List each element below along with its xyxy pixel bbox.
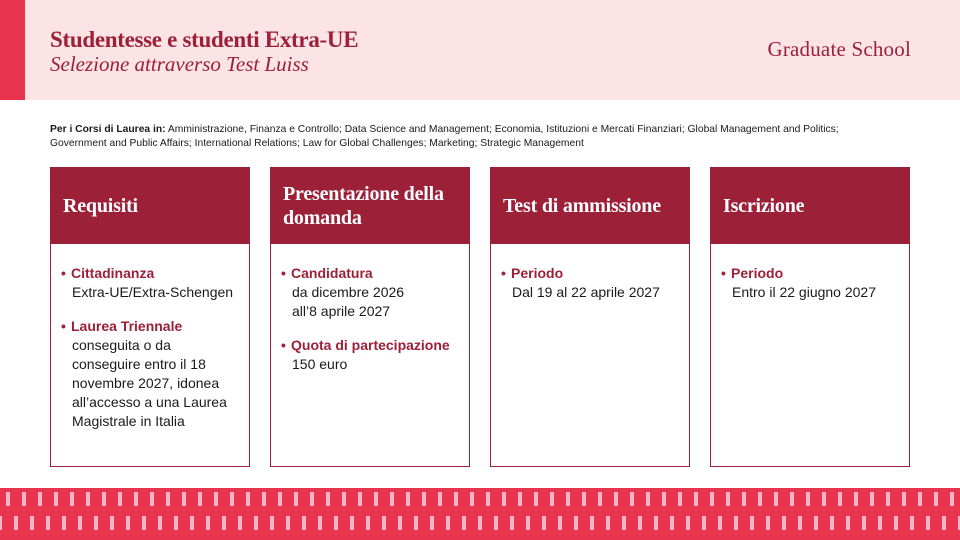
- footer-tick: [278, 492, 282, 506]
- footer-tick: [190, 516, 194, 530]
- page-subtitle: Selezione attraverso Test Luiss: [50, 52, 309, 76]
- footer-tick: [182, 492, 186, 506]
- item-title: Periodo: [511, 265, 564, 281]
- footer-tick: [358, 492, 362, 506]
- footer-tick: [174, 516, 178, 530]
- card-item: [281, 264, 461, 321]
- footer-tick: [150, 492, 154, 506]
- card-presentazione: [270, 167, 470, 467]
- footer-tick: [30, 516, 34, 530]
- footer-tick: [510, 516, 514, 530]
- footer-tick: [438, 492, 442, 506]
- card-heading: Requisiti: [51, 168, 249, 244]
- footer-tick: [366, 516, 370, 530]
- card-test: [490, 167, 690, 467]
- footer-tick: [222, 516, 226, 530]
- item-title: Periodo: [731, 265, 784, 281]
- footer-tick: [630, 492, 634, 506]
- footer-tick: [710, 492, 714, 506]
- item-title: Quota di partecipazione: [291, 337, 450, 353]
- footer-tick: [78, 516, 82, 530]
- bullet-icon: •: [61, 318, 66, 334]
- footer-tick: [310, 492, 314, 506]
- footer-tick: [734, 516, 738, 530]
- decorative-footer-pattern: [0, 488, 960, 540]
- footer-tick: [318, 516, 322, 530]
- card-body: [271, 244, 469, 374]
- footer-tick: [14, 516, 18, 530]
- footer-tick: [830, 516, 834, 530]
- card-heading: Test di ammissione: [491, 168, 689, 244]
- card-item: [61, 317, 241, 431]
- footer-tick: [0, 516, 2, 530]
- footer-tick: [454, 492, 458, 506]
- footer-tick: [854, 492, 858, 506]
- item-text: 150 euro: [292, 356, 348, 372]
- courses-list: [50, 123, 870, 151]
- card-item: [61, 264, 241, 302]
- footer-tick: [886, 492, 890, 506]
- footer-tick: [166, 492, 170, 506]
- card-body: [711, 244, 909, 302]
- footer-tick: [670, 516, 674, 530]
- footer-tick: [558, 516, 562, 530]
- footer-tick: [206, 516, 210, 530]
- footer-tick: [126, 516, 130, 530]
- footer-tick: [22, 492, 26, 506]
- footer-tick: [694, 492, 698, 506]
- footer-tick: [326, 492, 330, 506]
- footer-tick: [790, 492, 794, 506]
- footer-tick: [494, 516, 498, 530]
- footer-tick: [462, 516, 466, 530]
- footer-tick: [406, 492, 410, 506]
- footer-tick: [622, 516, 626, 530]
- footer-tick: [46, 516, 50, 530]
- footer-tick: [574, 516, 578, 530]
- footer-tick: [934, 492, 938, 506]
- courses-label: Per i Corsi di Laurea in:: [50, 124, 166, 135]
- item-title: Cittadinanza: [71, 265, 155, 281]
- footer-tick: [942, 516, 946, 530]
- header-band: [0, 0, 960, 100]
- courses-text: Amministrazione, Finanza e Controllo; Data Science and Management; Economia, Istituzioni e Mercati Finanziari; Global Management and Politics; Government and Public Affairs; International Relations; Law for Global Challenges; Marketing; Strategic Management: [50, 124, 839, 149]
- footer-tick: [766, 516, 770, 530]
- footer-tick: [862, 516, 866, 530]
- card-iscrizione: [710, 167, 910, 467]
- footer-tick: [118, 492, 122, 506]
- item-text: Entro il 22 giugno 2027: [732, 284, 876, 300]
- footer-tick: [662, 492, 666, 506]
- bullet-icon: •: [721, 265, 726, 281]
- item-text: conseguita o da conseguire entro il 18 novembre 2027, idonea all’accesso a una Laurea Magistrale in Italia: [72, 337, 227, 429]
- footer-tick: [894, 516, 898, 530]
- item-text: Extra-UE/Extra-Schengen: [72, 284, 234, 300]
- footer-tick: [334, 516, 338, 530]
- footer-tick: [678, 492, 682, 506]
- page-title: Studentesse e studenti Extra-UE: [50, 27, 359, 52]
- footer-tick: [814, 516, 818, 530]
- footer-tick: [614, 492, 618, 506]
- footer-tick: [110, 516, 114, 530]
- footer-tick: [70, 492, 74, 506]
- footer-tick: [350, 516, 354, 530]
- footer-tick: [910, 516, 914, 530]
- footer-tick: [422, 492, 426, 506]
- footer-tick: [846, 516, 850, 530]
- footer-tick: [758, 492, 762, 506]
- footer-tick: [638, 516, 642, 530]
- footer-tick: [94, 516, 98, 530]
- footer-tick: [390, 492, 394, 506]
- footer-tick: [646, 492, 650, 506]
- footer-tick: [926, 516, 930, 530]
- footer-tick: [918, 492, 922, 506]
- item-text: Dal 19 al 22 aprile 2027: [512, 284, 660, 300]
- footer-tick: [774, 492, 778, 506]
- footer-tick: [534, 492, 538, 506]
- footer-tick: [902, 492, 906, 506]
- footer-tick: [598, 492, 602, 506]
- bullet-icon: •: [281, 337, 286, 353]
- footer-tick: [718, 516, 722, 530]
- footer-tick: [806, 492, 810, 506]
- card-requisiti: [50, 167, 250, 467]
- card-item: [721, 264, 901, 302]
- bullet-icon: •: [501, 265, 506, 281]
- item-title: Candidatura: [291, 265, 373, 281]
- header-accent-bar: [0, 0, 25, 100]
- footer-tick: [550, 492, 554, 506]
- footer-tick: [302, 516, 306, 530]
- footer-pattern-graphic: [0, 488, 960, 540]
- footer-tick: [214, 492, 218, 506]
- footer-tick: [470, 492, 474, 506]
- footer-tick: [542, 516, 546, 530]
- card-item: [501, 264, 681, 302]
- footer-tick: [342, 492, 346, 506]
- item-text: da dicembre 2026 all’8 aprile 2027: [292, 284, 405, 319]
- footer-tick: [54, 492, 58, 506]
- footer-tick: [742, 492, 746, 506]
- footer-tick: [446, 516, 450, 530]
- footer-tick: [374, 492, 378, 506]
- footer-tick: [654, 516, 658, 530]
- card-body: [491, 244, 689, 302]
- footer-tick: [382, 516, 386, 530]
- footer-tick: [38, 492, 42, 506]
- footer-tick: [102, 492, 106, 506]
- footer-tick: [822, 492, 826, 506]
- footer-tick: [398, 516, 402, 530]
- footer-tick: [142, 516, 146, 530]
- footer-tick: [246, 492, 250, 506]
- footer-tick: [486, 492, 490, 506]
- footer-tick: [606, 516, 610, 530]
- card-body: [51, 244, 249, 431]
- footer-tick: [230, 492, 234, 506]
- footer-tick: [838, 492, 842, 506]
- footer-tick: [286, 516, 290, 530]
- footer-tick: [198, 492, 202, 506]
- footer-tick: [590, 516, 594, 530]
- footer-tick: [270, 516, 274, 530]
- footer-tick: [702, 516, 706, 530]
- footer-tick: [726, 492, 730, 506]
- footer-tick: [254, 516, 258, 530]
- footer-tick: [158, 516, 162, 530]
- footer-tick: [782, 516, 786, 530]
- footer-tick: [6, 492, 10, 506]
- card-heading: Iscrizione: [711, 168, 909, 244]
- footer-tick: [798, 516, 802, 530]
- footer-tick: [566, 492, 570, 506]
- footer-tick: [686, 516, 690, 530]
- footer-tick: [430, 516, 434, 530]
- footer-tick: [582, 492, 586, 506]
- footer-tick: [238, 516, 242, 530]
- footer-tick: [134, 492, 138, 506]
- footer-tick: [262, 492, 266, 506]
- footer-tick: [502, 492, 506, 506]
- card-item: [281, 336, 461, 374]
- footer-tick: [870, 492, 874, 506]
- brand-label: Graduate School: [767, 37, 911, 61]
- bullet-icon: •: [61, 265, 66, 281]
- card-heading: Presentazione della domanda: [271, 168, 469, 244]
- footer-tick: [478, 516, 482, 530]
- footer-tick: [518, 492, 522, 506]
- footer-tick: [86, 492, 90, 506]
- footer-tick: [878, 516, 882, 530]
- bullet-icon: •: [281, 265, 286, 281]
- footer-tick: [294, 492, 298, 506]
- footer-tick: [414, 516, 418, 530]
- footer-tick: [62, 516, 66, 530]
- item-title: Laurea Triennale: [71, 318, 183, 334]
- footer-tick: [526, 516, 530, 530]
- footer-tick: [950, 492, 954, 506]
- footer-tick: [750, 516, 754, 530]
